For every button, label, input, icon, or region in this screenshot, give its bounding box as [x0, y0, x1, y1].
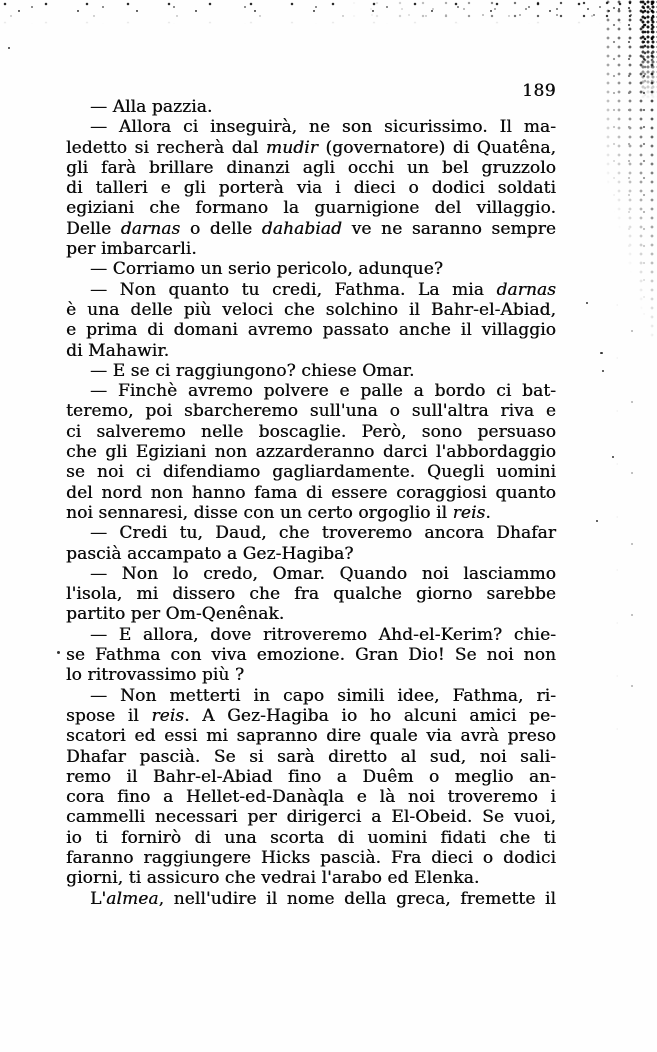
text-line	[66, 198, 556, 218]
text-line	[66, 219, 556, 239]
text-segment: o delle	[180, 218, 262, 239]
text-segment: — E se ci raggiungono? chiese Omar.	[90, 360, 415, 381]
text-line	[66, 868, 556, 888]
scan-speck	[596, 520, 598, 522]
text-line	[66, 604, 556, 624]
text-line	[66, 706, 556, 726]
scan-speck	[612, 456, 614, 458]
paragraph	[66, 280, 556, 361]
text-line	[66, 767, 556, 787]
text-segment: è una delle più veloci che solchino il Bahr-el-Abiad,	[66, 299, 556, 320]
text-segment: — Non quanto tu credi, Fathma. La mia	[90, 279, 497, 300]
text-line	[66, 828, 556, 848]
text-line	[66, 645, 556, 665]
text-line	[66, 320, 556, 340]
text-segment: di talleri e gli porterà via i dieci o dodici soldati	[66, 178, 556, 199]
italic-term: reis	[452, 502, 486, 523]
text-segment: cammelli necessari per dirigerci a El-Obeid. Se vuoi,	[66, 807, 556, 828]
italic-term: mudir	[265, 137, 318, 158]
text-segment: e prima di domani avremo passato anche il villaggio	[66, 320, 556, 341]
text-segment: remo il Bahr-el-Abiad fino a Duêm o meglio an-	[66, 766, 556, 787]
italic-term: darnas	[120, 218, 181, 239]
paragraph	[66, 564, 556, 625]
scan-noise-top-edge	[0, 0, 657, 24]
text-segment: — Non lo credo, Omar. Quando noi lasciammo	[90, 563, 556, 584]
text-line	[66, 178, 556, 198]
text-line	[66, 889, 556, 909]
text-line	[66, 462, 556, 482]
text-line	[66, 726, 556, 746]
text-segment: — Alla pazzia.	[90, 97, 213, 117]
text-line	[66, 584, 556, 604]
paragraph	[66, 523, 556, 564]
text-segment: (governatore) di Quatêna,	[317, 137, 556, 158]
text-segment: Dhafar pascià. Se si sarà diretto al sud, noi sali-	[66, 746, 556, 767]
scan-speck	[586, 302, 588, 304]
text-line	[66, 97, 556, 117]
text-line	[66, 503, 556, 523]
text-line	[66, 422, 556, 442]
scan-speck	[57, 651, 60, 654]
text-line	[66, 361, 556, 381]
text-line	[66, 544, 556, 564]
text-segment: — Allora ci inseguirà, ne son sicurissimo. Il ma-	[90, 117, 556, 138]
text-line	[66, 401, 556, 421]
text-line	[66, 300, 556, 320]
page-text	[66, 97, 556, 909]
text-segment: lo ritrovassimo più ?	[66, 665, 245, 686]
scan-noise-top-right	[327, 0, 657, 26]
text-segment: scatori ed essi mi sapranno dire quale via avrà preso	[66, 726, 556, 747]
text-segment: — E allora, dove ritroveremo Ahd-el-Kerim? chie-	[90, 624, 556, 645]
text-segment: partito per Om-Qenênak.	[66, 604, 285, 625]
text-line	[66, 848, 556, 868]
text-segment: cora fino a Hellet-ed-Danàqla e là noi troveremo i	[66, 787, 556, 808]
paragraph	[66, 625, 556, 686]
text-segment: . A Gez-Hagiba io ho alcuni amici pe-	[184, 705, 556, 726]
text-segment: spose il	[66, 705, 152, 726]
text-segment: giorni, ti assicuro che vedrai l'arabo ed Elenka.	[66, 868, 480, 889]
text-segment: — Finchè avremo polvere e palle a bordo ci bat-	[90, 381, 556, 402]
text-line	[66, 239, 556, 259]
text-line	[66, 686, 556, 706]
text-segment: — Non metterti in capo simili idee, Fathma, ri-	[90, 685, 556, 706]
paragraph	[66, 117, 556, 259]
paragraph	[66, 259, 556, 279]
page-number: 189	[522, 81, 556, 101]
scan-speck	[8, 47, 10, 49]
text-segment: ledetto si recherà dal	[66, 137, 266, 158]
italic-term: almea	[106, 888, 159, 909]
text-segment: egiziani che formano la guarnigione del villaggio.	[66, 198, 556, 219]
text-segment: gli farà brillare dinanzi agli occhi un bel gruzzolo	[66, 157, 556, 178]
italic-term: reis	[151, 705, 185, 726]
text-segment: — Corriamo un serio pericolo, adunque?	[90, 259, 443, 280]
paragraph	[66, 361, 556, 381]
text-segment: ve ne saranno sempre	[342, 218, 556, 239]
text-line	[66, 117, 556, 137]
text-line	[66, 807, 556, 827]
text-line	[66, 341, 556, 361]
text-segment: noi sennaresi, disse con un certo orgoglio il	[66, 502, 453, 523]
text-line	[66, 483, 556, 503]
text-line	[66, 665, 556, 685]
text-line	[66, 158, 556, 178]
text-segment: di Mahawir.	[66, 340, 170, 361]
scan-noise-right-edge	[611, 300, 657, 730]
text-line	[66, 787, 556, 807]
text-line	[66, 747, 556, 767]
italic-term: dahabiad	[261, 218, 343, 239]
text-segment: l'isola, mi dissero che fra qualche giorno sarebbe	[66, 584, 556, 605]
italic-term: darnas	[496, 279, 556, 300]
text-segment: ci salveremo nelle boscaglie. Però, sono persuaso	[66, 421, 556, 442]
text-segment: teremo, poi sbarcheremo sull'una o sull'altra riva e	[66, 401, 556, 422]
text-segment: per imbarcarli.	[66, 239, 197, 260]
text-segment: .	[485, 502, 491, 523]
scan-speck	[600, 352, 603, 354]
text-line	[66, 280, 556, 300]
paragraph	[66, 97, 556, 117]
text-line	[66, 564, 556, 584]
text-segment: — Credi tu, Daud, che troveremo ancora Dhafar	[90, 523, 556, 544]
scan-speck	[602, 370, 604, 372]
text-segment: faranno raggiungere Hicks pascià. Fra dieci o dodici	[66, 847, 556, 868]
text-segment: io ti fornirò di una scorta di uomini fidati che ti	[66, 827, 556, 848]
scan-noise-corner-blob	[641, 0, 657, 100]
text-segment: L'	[90, 888, 107, 909]
text-segment: Delle	[66, 218, 121, 239]
text-segment: che gli Egiziani non azzarderanno darci l'abbordaggio	[66, 442, 556, 463]
paragraph	[66, 686, 556, 889]
text-segment: del nord non hanno fama di essere coraggiosi quanto	[66, 482, 556, 503]
paragraph	[66, 381, 556, 523]
text-line	[66, 523, 556, 543]
scan-noise-corner	[605, 0, 657, 340]
text-segment: se Fathma con viva emozione. Gran Dio! Se noi non	[66, 645, 556, 666]
text-segment: , nell'udire il nome della greca, fremette il	[158, 888, 556, 909]
text-line	[66, 259, 556, 279]
text-line	[66, 442, 556, 462]
text-segment: se noi ci difendiamo gagliardamente. Quegli uomini	[66, 462, 556, 483]
paragraph	[66, 889, 556, 909]
text-line	[66, 625, 556, 645]
text-line	[66, 381, 556, 401]
text-segment: pascià accampato a Gez-Hagiba?	[66, 543, 354, 564]
text-line	[66, 138, 556, 158]
